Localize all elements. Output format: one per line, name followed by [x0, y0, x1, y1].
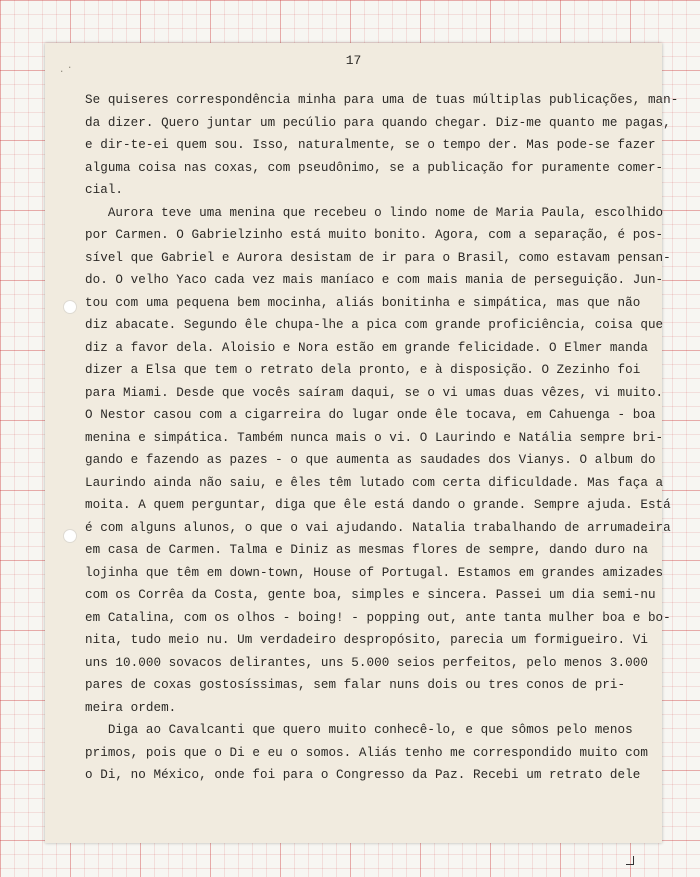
text-line: o Di, no México, onde foi para o Congresso da Paz. Recebi um retrato dele — [85, 768, 641, 782]
text-line: diz a favor dela. Aloisio e Nora estão em grande felicidade. O Elmer manda — [85, 340, 648, 355]
text-line: do. O velho Yaco cada vez mais maníaco e com mais mania de perseguição. Jun- — [85, 273, 664, 287]
text-line: Laurindo ainda não saiu, e êles têm lutado com certa dificuldade. Mas faça a — [85, 475, 664, 490]
text-line: sível que Gabriel e Aurora desistam de ir para o Brasil, como estavam pensan- — [85, 250, 671, 265]
ink-speck: · — [67, 63, 73, 73]
text-line: diz abacate. Segundo êle chupa-lhe a pica com grande proficiência, coisa que — [85, 318, 664, 332]
text-line: com os Corrêa da Costa, gente boa, simples e sincera. Passei um dia semi-nu — [85, 588, 656, 602]
punch-hole — [63, 529, 77, 543]
text-line: meira ordem. — [85, 700, 177, 715]
text-line: nita, tudo meio nu. Um verdadeiro despropósito, parecia um formigueiro. Vi — [85, 633, 648, 647]
text-line: pares de coxas gostosíssimas, sem falar nuns dois ou tres conos de pri- — [85, 678, 626, 692]
text-line: em Catalina, com os olhos - boing! - popping out, ante tanta mulher boa e bo- — [85, 610, 671, 625]
text-line: por Carmen. O Gabrielzinho está muito bonito. Agora, com a separação, é pos- — [85, 228, 664, 242]
text-line: alguma coisa nas coxas, com pseudônimo, se a publicação for puramente comer- — [85, 160, 664, 175]
text-line: é com alguns alunos, o que o vai ajudando. Natalia trabalhando de arrumadeira — [85, 520, 671, 535]
text-line: primos, pois que o Di e eu o somos. Aliás tenho me correspondido muito com — [85, 745, 648, 760]
text-line: uns 10.000 sovacos delirantes, uns 5.000 seios perfeitos, pelo menos 3.000 — [85, 655, 648, 670]
letter-body — [85, 89, 679, 787]
text-line: lojinha que têm em down-town, House of Portugal. Estamos em grandes amizades — [85, 565, 664, 580]
text-line: cial. — [85, 183, 124, 197]
text-line: em casa de Carmen. Talma e Diniz as mesmas flores de sempre, dando duro na — [85, 543, 648, 557]
text-line: tou com uma pequena bem mocinha, aliás bonitinha e simpática, mas que não — [85, 295, 641, 310]
text-line: moita. A quem perguntar, diga que êle está dando o grande. Sempre ajuda. Está — [85, 498, 671, 512]
text-line: Aurora teve uma menina que recebeu o lindo nome de Maria Paula, escolhido — [85, 205, 664, 220]
text-line: Diga ao Cavalcanti que quero muito conhecê-lo, e que sômos pelo menos — [85, 723, 633, 737]
text-line: e dir-te-ei quem sou. Isso, naturalmente, se o tempo der. Mas pode-se fazer — [85, 138, 656, 152]
text-line: da dizer. Quero juntar um pecúlio para quando chegar. Diz-me quanto me pagas, — [85, 115, 671, 130]
punch-hole — [63, 300, 77, 314]
typewritten-page — [45, 43, 679, 843]
page-number: 17 — [345, 53, 362, 68]
corner-mark — [626, 856, 634, 865]
ink-speck: · — [59, 67, 65, 77]
text-line: O Nestor casou com a cigarreira do lugar onde êle tocava, em Cahuenga - boa — [85, 408, 656, 422]
text-line: gando e fazendo as pazes - o que aumenta as saudades dos Vianys. O album do — [85, 453, 656, 467]
text-line: dizer a Elsa que tem o retrato dela pronto, e à disposição. O Zezinho foi — [85, 363, 641, 377]
text-line: Se quiseres correspondência minha para uma de tuas múltiplas publicações, man- — [85, 93, 679, 107]
text-line: para Miami. Desde que vocês saíram daqui, se o vi umas duas vêzes, vi muito. — [85, 385, 664, 400]
text-line: menina e simpática. Também nunca mais o vi. O Laurindo e Natália sempre bri- — [85, 430, 664, 445]
